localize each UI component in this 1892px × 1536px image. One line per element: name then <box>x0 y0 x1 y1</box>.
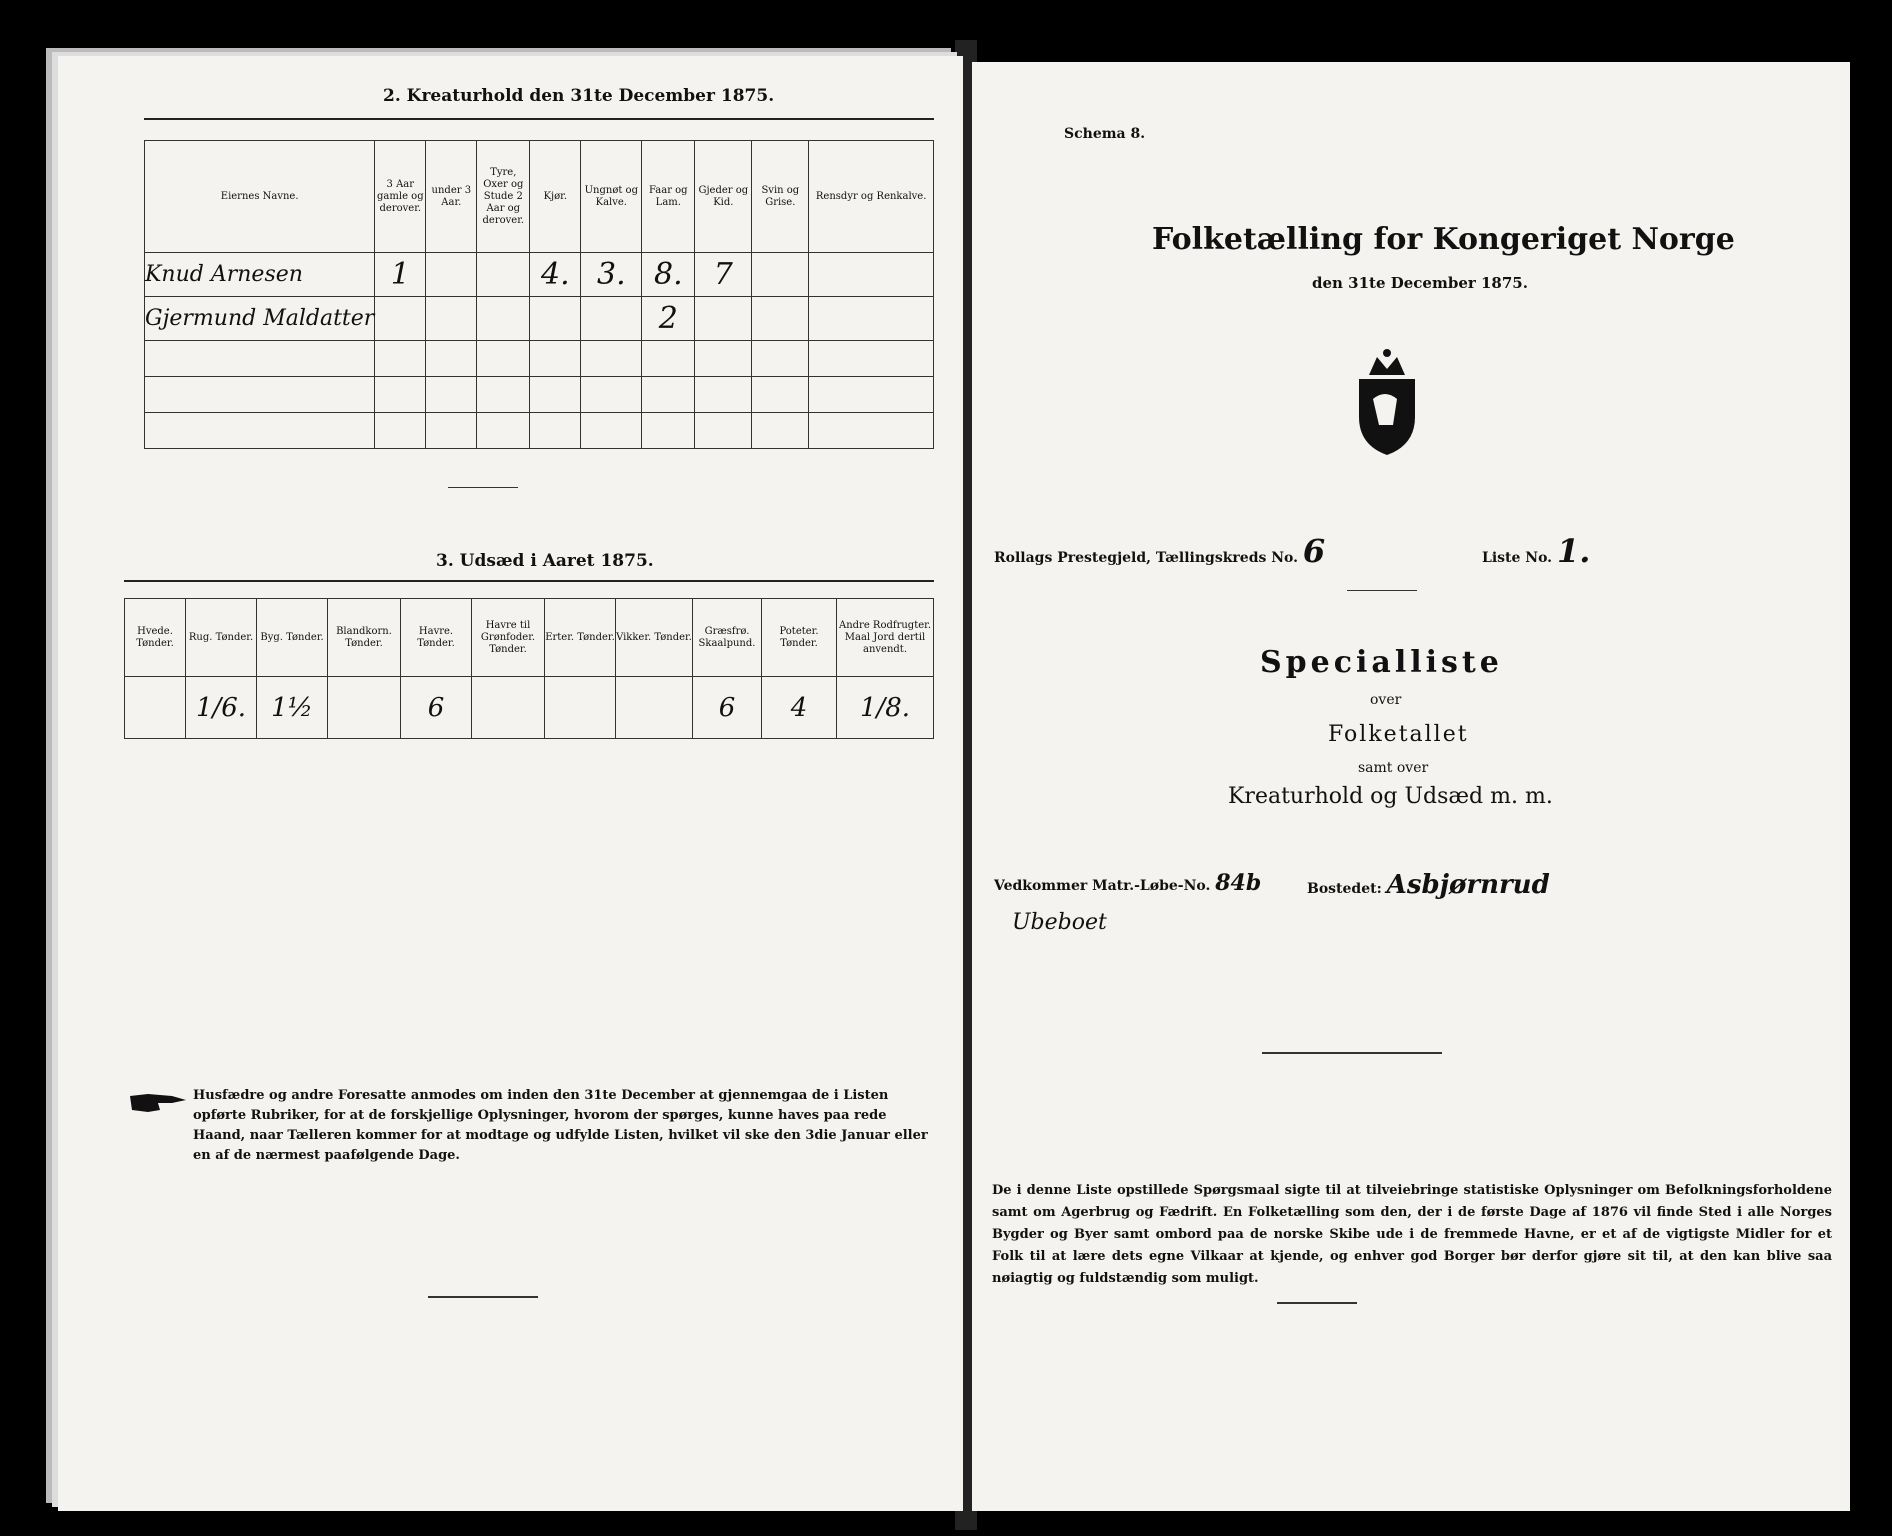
section3-title: 3. Udsæd i Aaret 1875. <box>436 551 654 571</box>
section2-title: 2. Kreaturhold den 31te December 1875. <box>383 86 775 106</box>
seed-header: Andre Rodfrugter. Maal Jord dertil anvendt. <box>837 599 934 677</box>
seed-header: Poteter. Tønder. <box>762 599 837 677</box>
cell: 4. <box>530 253 581 297</box>
seed-header: Hvede. Tønder. <box>125 599 186 677</box>
seed-header: Byg. Tønder. <box>257 599 328 677</box>
schema-label: Schema 8. <box>1064 126 1146 142</box>
right-page <box>972 62 1850 1511</box>
owner-name: Gjermund Maldatter <box>145 297 375 341</box>
seed-header: Græsfrø. Skaalpund. <box>693 599 762 677</box>
seed-table <box>124 598 934 739</box>
table-row <box>145 297 934 341</box>
cell <box>477 297 530 341</box>
header-goats: Gjeder og Kid. <box>695 141 752 253</box>
divider <box>1347 590 1417 591</box>
cell <box>809 297 934 341</box>
seed-value: 1½ <box>257 677 328 739</box>
heading-date: den 31te December 1875. <box>1312 274 1528 292</box>
cell <box>695 297 752 341</box>
header-owner: Eiernes Navne. <box>145 141 375 253</box>
cell <box>581 297 642 341</box>
seed-value: 1/6. <box>186 677 257 739</box>
seed-value <box>616 677 693 739</box>
folk-text: Folketallet <box>1328 722 1469 747</box>
seed-header: Vikker. Tønder. <box>616 599 693 677</box>
cell: 8. <box>642 253 695 297</box>
header-pigs: Svin og Grise. <box>752 141 809 253</box>
district-label: Tællingskreds No. <box>1155 550 1298 566</box>
seed-value: 6 <box>401 677 472 739</box>
seed-value <box>545 677 616 739</box>
header-cattle-b: Kjør. <box>530 141 581 253</box>
header-horses-b: under 3 Aar. <box>426 141 477 253</box>
divider <box>428 1296 538 1298</box>
owner-name: Knud Arnesen <box>145 253 375 297</box>
special-heading: Specialliste <box>1260 645 1503 680</box>
seed-header: Rug. Tønder. <box>186 599 257 677</box>
divider <box>144 118 934 120</box>
left-page <box>58 56 963 1511</box>
over-text: over <box>1370 692 1402 708</box>
divider <box>448 487 518 488</box>
extra-handwritten: Ubeboet <box>1012 910 1107 935</box>
seed-value <box>125 677 186 739</box>
cell: 1 <box>375 253 426 297</box>
cell <box>752 297 809 341</box>
list-label: Liste No. <box>1482 550 1553 566</box>
list-number <box>1482 532 1590 570</box>
seed-value: 1/8. <box>837 677 934 739</box>
cell <box>375 297 426 341</box>
table-row <box>125 677 934 739</box>
livestock-table <box>144 140 934 449</box>
parish-label: Rollags Prestegjeld, <box>994 550 1152 566</box>
list-value: 1. <box>1556 532 1591 570</box>
matr-label: Vedkommer Matr.-Løbe-No. <box>994 878 1211 894</box>
cell <box>530 297 581 341</box>
matr-value: 84b <box>1215 870 1262 896</box>
coat-of-arms-icon <box>1347 347 1427 457</box>
header-reindeer: Rensdyr og Renkalve. <box>809 141 934 253</box>
location-line <box>994 532 1325 570</box>
cell <box>752 253 809 297</box>
header-cattle-a: Tyre, Oxer og Stude 2 Aar og derover. <box>477 141 530 253</box>
seed-header: Havre til Grønfoder. Tønder. <box>472 599 545 677</box>
cell <box>809 253 934 297</box>
header-sheep: Faar og Lam. <box>642 141 695 253</box>
header-cattle-c: Ungnøt og Kalve. <box>581 141 642 253</box>
seed-header: Havre. Tønder. <box>401 599 472 677</box>
main-heading: Folketælling for Kongeriget Norge <box>1152 222 1735 257</box>
cell: 2 <box>642 297 695 341</box>
seed-header: Erter. Tønder. <box>545 599 616 677</box>
info-paragraph: De i denne Liste opstillede Spørgsmaal sigte til at tilveiebringe statistiske Oplysninger om Befolkningsforholdene samt om Agerbrug og Fædrift. En Folketælling som den, der i de første Dage af 1876 vil finde Sted i alle Norges Bygder og Byer samt ombord paa de norske Skibe ude i de fremmede Havne, er et af de vigtigste Midler for et Folk til at lære dets egne Vilkaar at kjende, og enhver god Borger bør derfor gjøre sit til, at den kan blive saa nøiagtig og fuldstændig som muligt. <box>992 1183 1832 1286</box>
pointing-hand-icon <box>128 1090 188 1116</box>
notice-text: Husfædre og andre Foresatte anmodes om inden den 31te December at gjennemgaa de i Listen opførte Rubriker, for at de forskjellige Oplysninger, hvorom der spørges, kunne haves paa rede Haand, naar Tælleren kommer for at modtage og udfylde Listen, hvilket vil ske den 3die Januar eller en af de nærmest paafølgende Dage. <box>193 1088 928 1163</box>
divider <box>1277 1302 1357 1304</box>
seed-header: Blandkorn. Tønder. <box>328 599 401 677</box>
cell <box>426 297 477 341</box>
district-value: 6 <box>1302 532 1326 570</box>
cell: 3. <box>581 253 642 297</box>
divider <box>124 580 934 582</box>
cell: 7 <box>695 253 752 297</box>
samt-text: samt over <box>1358 760 1429 776</box>
bosted-line <box>1307 870 1550 900</box>
kreatur-text: Kreaturhold og Udsæd m. m. <box>1228 784 1553 809</box>
bosted-label: Bostedet: <box>1307 881 1382 897</box>
bosted-value: Asbjørnrud <box>1386 870 1550 900</box>
seed-value: 6 <box>693 677 762 739</box>
table-row <box>145 253 934 297</box>
header-horses-a: 3 Aar gamle og derover. <box>375 141 426 253</box>
matr-line <box>994 870 1261 896</box>
cell <box>477 253 530 297</box>
cell <box>426 253 477 297</box>
seed-value: 4 <box>762 677 837 739</box>
seed-value <box>472 677 545 739</box>
divider <box>1262 1052 1442 1054</box>
seed-value <box>328 677 401 739</box>
